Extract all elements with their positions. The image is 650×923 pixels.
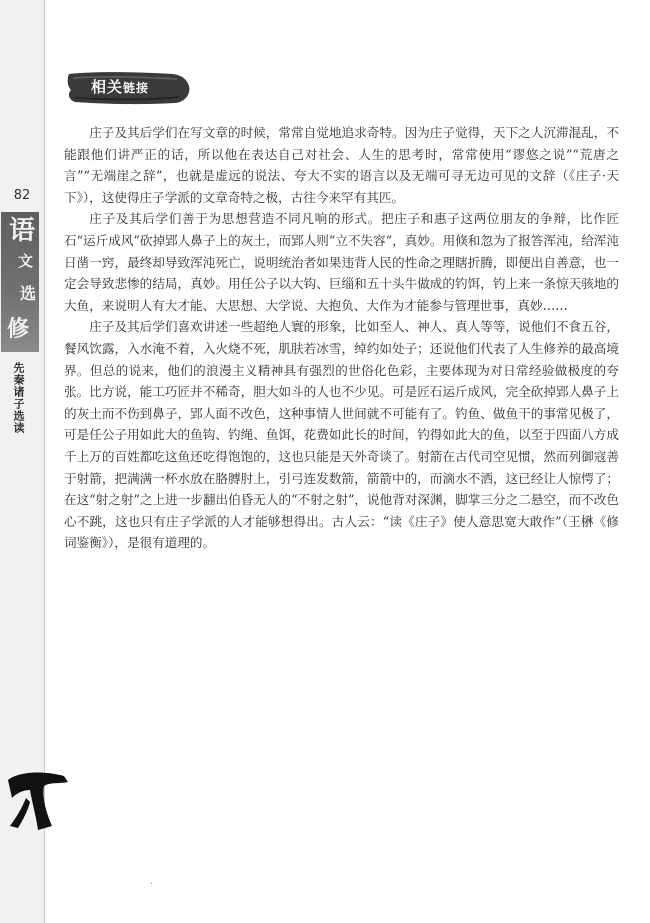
paragraph-3: 庄子及其后学们喜欢讲述一些超绝人寰的形象，比如至人、神人、真人等等，说他们不食五谷，餐风饮露，入水淹不着，入火烧不死，肌肤若冰雪，绰约如处子；还说他们代表了人生修养的最高境界。但总的说来，他们的浪漫主义精神具有强烈的世俗化色彩，主要体现为对日常经验做极度的夸张。比方说，能工巧匠并不稀奇，胆大如斗的人也不少见。可是匠石运斤成风，完全砍掉郢人鼻子上的灰土而不伤到鼻子，郢人面不改色，这种事情人世间就不可能有了。钓鱼、做鱼干的事常见极了，可是任公子用如此大的鱼钩、钓绳、鱼饵，花费如此长的时间，钓得如此大的鱼，以至于四面八方成千上万的百姓都吃这鱼还吃得饱饱的，这也只能是天外奇谈了。射箭在古代司空见惯，然而列御寇善于射箭，把满满一杯水放在胳膊肘上，引弓连发数箭，箭箭中的，而滴水不洒，这已经让人惊愕了；在这“射之射”之上进一步翻出伯昏无人的“不射之射”，说他背对深渊，脚掌三分之二悬空，而不改色心不跳，这也只有庄子学派的人才能够想得出。古人云：“读《庄子》使人意思宽大敢作”（王楙《修词鉴衡》），是很有道理的。 xyxy=(64,319,619,551)
ink-figure-logo-icon xyxy=(2,768,72,834)
series-title-block xyxy=(1,212,39,352)
paragraph-1: 庄子及其后学们在写文章的时候，常常自觉地追求奇特。因为庄子觉得，天下之人沉滞混乱，不能跟他们讲严正的话，所以他在表达自己对社会、人生的思考时，常常使用“谬悠之说”“荒唐之言”“无端崖之辞”，也就是虚远的说法、夸大不实的语言以及无端可寻无边可见的文辞（《庄子·天下》），这使得庄子学派的文章奇特之极，古往今来罕有其匹。 xyxy=(64,125,619,205)
section-heading-small: 链接 xyxy=(123,81,150,95)
body-text xyxy=(64,122,619,554)
section-heading-banner xyxy=(65,70,193,106)
section-heading-main: 相关 xyxy=(91,78,124,96)
section-heading xyxy=(91,76,149,97)
series-char-3: 选 xyxy=(20,284,37,303)
series-char-1: 语 xyxy=(9,216,36,246)
series-char-2: 文 xyxy=(18,252,34,270)
paragraph-2: 庄子及其后学们善于为思想营造不同凡响的形式。把庄子和惠子这两位朋友的争辩，比作匠石“运斤成风”砍掉郢人鼻子上的灰土，而郢人则“立不失容”，真妙。用倏和忽为了报答浑沌，给浑沌日凿一窍，最终却导致浑沌死亡，说明统治者如果违背人民的性命之理瞎折腾，即便出自善意，也一定会导致悲惨的结局，真妙。用任公子以大钩、巨缁和五十头牛做成的钓饵，钓上来一条惊天骇地的大鱼，来说明人有大才能、大思想、大学说、大抱负、大作为才能参与管理世事，真妙…… xyxy=(64,211,619,313)
series-char-4: 修 xyxy=(7,316,30,342)
book-title: 先秦诸子选读 xyxy=(12,362,25,434)
page-number: 82 xyxy=(13,188,31,203)
footer-mark: · xyxy=(150,879,154,890)
